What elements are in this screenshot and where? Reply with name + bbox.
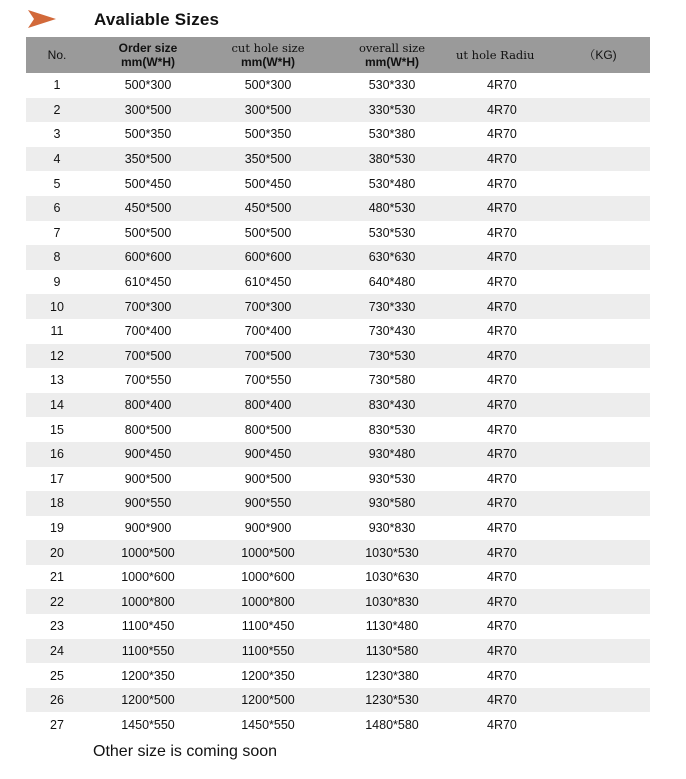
header-cut-hole-size <box>208 37 328 73</box>
row-no-cell: 15 <box>50 422 64 437</box>
row-no-cell: 23 <box>50 619 64 634</box>
row-no-cell: 12 <box>50 348 64 363</box>
row-no-cell: 27 <box>50 717 64 732</box>
weight-kg-cell <box>550 516 650 541</box>
header-cut-hole-size-label: cut hole size <box>231 41 305 55</box>
order-size-cell: 1200*350 <box>121 668 175 683</box>
table-row <box>26 221 650 246</box>
cut-hole-size-cell: 700*500 <box>244 348 292 363</box>
row-no-cell: 5 <box>53 176 61 191</box>
order-size-cell: 500*300 <box>124 78 172 93</box>
overall-size-cell: 830*530 <box>368 422 416 437</box>
order-size-cell: 900*450 <box>124 447 172 462</box>
cut-hole-radius-cell: 4R70 <box>487 201 517 216</box>
row-no-cell: 1 <box>53 78 61 93</box>
table-row <box>26 467 650 492</box>
header-order-size-unit: mm(W*H) <box>121 55 175 69</box>
cut-hole-radius-cell: 4R70 <box>487 299 517 314</box>
overall-size-cell: 380*530 <box>368 152 416 167</box>
table-row <box>26 393 650 418</box>
cut-hole-radius-cell: 4R70 <box>487 250 517 265</box>
order-size-cell: 900*500 <box>124 471 172 486</box>
order-size-cell: 1000*500 <box>121 545 175 560</box>
cut-hole-size-cell: 450*500 <box>244 201 292 216</box>
cut-hole-radius-cell: 4R70 <box>487 176 517 191</box>
weight-kg-cell <box>550 368 650 393</box>
cut-hole-radius-cell: 4R70 <box>487 643 517 658</box>
header-overall-size <box>328 37 456 73</box>
table-row <box>26 589 650 614</box>
header-order-size-label: Order size <box>118 41 178 55</box>
cut-hole-size-cell: 1000*500 <box>241 545 295 560</box>
cut-hole-radius-cell: 4R70 <box>487 422 517 437</box>
overall-size-cell: 640*480 <box>368 275 416 290</box>
overall-size-cell: 930*530 <box>368 471 416 486</box>
cut-hole-radius-cell: 4R70 <box>487 471 517 486</box>
cut-hole-radius-cell: 4R70 <box>487 225 517 240</box>
overall-size-cell: 1230*530 <box>365 693 419 708</box>
table-row <box>26 122 650 147</box>
overall-size-cell: 530*380 <box>368 127 416 142</box>
overall-size-cell: 730*430 <box>368 324 416 339</box>
cut-hole-radius-cell: 4R70 <box>487 594 517 609</box>
weight-kg-cell <box>550 442 650 467</box>
order-size-cell: 1450*550 <box>121 717 175 732</box>
overall-size-cell: 730*530 <box>368 348 416 363</box>
cut-hole-size-cell: 1000*800 <box>241 594 295 609</box>
row-no-cell: 10 <box>50 299 64 314</box>
cut-hole-size-cell: 610*450 <box>244 275 292 290</box>
weight-kg-cell <box>550 688 650 713</box>
table-row <box>26 663 650 688</box>
cut-hole-size-cell: 700*300 <box>244 299 292 314</box>
overall-size-cell: 630*630 <box>368 250 416 265</box>
overall-size-cell: 1030*830 <box>365 594 419 609</box>
row-no-cell: 22 <box>50 594 64 609</box>
cut-hole-radius-cell: 4R70 <box>487 102 517 117</box>
row-no-cell: 3 <box>53 127 61 142</box>
cut-hole-size-cell: 600*600 <box>244 250 292 265</box>
weight-kg-cell <box>550 614 650 639</box>
section-title: Avaliable Sizes <box>94 10 220 29</box>
overall-size-cell: 530*330 <box>368 78 416 93</box>
row-no-cell: 13 <box>50 373 64 388</box>
overall-size-cell: 480*530 <box>368 201 416 216</box>
table-row <box>26 270 650 295</box>
table-row <box>26 516 650 541</box>
overall-size-cell: 830*430 <box>368 398 416 413</box>
table-row <box>26 491 650 516</box>
weight-kg-cell <box>550 663 650 688</box>
table-body <box>26 73 650 737</box>
overall-size-cell: 530*530 <box>368 225 416 240</box>
overall-size-cell: 930*580 <box>368 496 416 511</box>
order-size-cell: 700*500 <box>124 348 172 363</box>
cut-hole-radius-cell: 4R70 <box>487 78 517 93</box>
overall-size-cell: 1030*630 <box>365 570 419 585</box>
order-size-cell: 700*300 <box>124 299 172 314</box>
row-no-cell: 24 <box>50 643 64 658</box>
cut-hole-size-cell: 500*450 <box>244 176 292 191</box>
cut-hole-size-cell: 700*400 <box>244 324 292 339</box>
order-size-cell: 1100*450 <box>121 619 175 634</box>
sizes-table <box>26 37 650 737</box>
cut-hole-size-cell: 350*500 <box>244 152 292 167</box>
weight-kg-cell <box>550 171 650 196</box>
overall-size-cell: 930*480 <box>368 447 416 462</box>
cut-hole-size-cell: 900*450 <box>244 447 292 462</box>
footer-note: Other size is coming soon <box>93 743 278 760</box>
table-row <box>26 540 650 565</box>
row-no-cell: 19 <box>50 520 64 535</box>
arrow-icon <box>28 10 56 28</box>
weight-kg-cell <box>550 245 650 270</box>
cut-hole-size-cell: 800*500 <box>244 422 292 437</box>
row-no-cell: 17 <box>50 471 64 486</box>
row-no-cell: 4 <box>53 152 61 167</box>
cut-hole-radius-cell: 4R70 <box>487 619 517 634</box>
weight-kg-cell <box>550 393 650 418</box>
cut-hole-size-cell: 500*500 <box>244 225 292 240</box>
cut-hole-radius-cell: 4R70 <box>487 717 517 732</box>
order-size-cell: 450*500 <box>124 201 172 216</box>
cut-hole-size-cell: 1200*350 <box>241 668 295 683</box>
row-no-cell: 2 <box>53 102 61 117</box>
row-no-cell: 9 <box>53 275 61 290</box>
cut-hole-radius-cell: 4R70 <box>487 324 517 339</box>
overall-size-cell: 330*530 <box>368 102 416 117</box>
cut-hole-radius-cell: 4R70 <box>487 275 517 290</box>
header-order-size <box>88 37 208 73</box>
cut-hole-size-cell: 700*550 <box>244 373 292 388</box>
row-no-cell: 7 <box>53 225 61 240</box>
header-overall-size-unit: mm(W*H) <box>365 55 419 69</box>
header-kg: （KG) <box>583 48 617 62</box>
weight-kg-cell <box>550 639 650 664</box>
row-no-cell: 21 <box>50 570 64 585</box>
weight-kg-cell <box>550 417 650 442</box>
weight-kg-cell <box>550 196 650 221</box>
row-no-cell: 16 <box>50 447 64 462</box>
row-no-cell: 8 <box>53 250 61 265</box>
cut-hole-radius-cell: 4R70 <box>487 496 517 511</box>
table-row <box>26 639 650 664</box>
cut-hole-size-cell: 1200*500 <box>241 693 295 708</box>
cut-hole-radius-cell: 4R70 <box>487 545 517 560</box>
weight-kg-cell <box>550 294 650 319</box>
weight-kg-cell <box>550 589 650 614</box>
header-cut-hole-size-unit: mm(W*H) <box>241 55 295 69</box>
order-size-cell: 800*500 <box>124 422 172 437</box>
overall-size-cell: 1130*480 <box>365 619 419 634</box>
row-no-cell: 25 <box>50 668 64 683</box>
cut-hole-radius-cell: 4R70 <box>487 348 517 363</box>
weight-kg-cell <box>550 467 650 492</box>
cut-hole-radius-cell: 4R70 <box>487 373 517 388</box>
table-row <box>26 688 650 713</box>
overall-size-cell: 730*580 <box>368 373 416 388</box>
table-row <box>26 294 650 319</box>
cut-hole-radius-cell: 4R70 <box>487 152 517 167</box>
table-row <box>26 319 650 344</box>
table-row <box>26 344 650 369</box>
weight-kg-cell <box>550 221 650 246</box>
row-no-cell: 14 <box>50 398 64 413</box>
cut-hole-size-cell: 1000*600 <box>241 570 295 585</box>
table-row <box>26 614 650 639</box>
weight-kg-cell <box>550 712 650 737</box>
cut-hole-radius-cell: 4R70 <box>487 693 517 708</box>
cut-hole-size-cell: 800*400 <box>244 398 292 413</box>
order-size-cell: 600*600 <box>124 250 172 265</box>
weight-kg-cell <box>550 319 650 344</box>
order-size-cell: 300*500 <box>124 102 172 117</box>
weight-kg-cell <box>550 344 650 369</box>
weight-kg-cell <box>550 270 650 295</box>
table-row <box>26 196 650 221</box>
order-size-cell: 610*450 <box>124 275 172 290</box>
weight-kg-cell <box>550 98 650 123</box>
cut-hole-size-cell: 300*500 <box>244 102 292 117</box>
order-size-cell: 500*500 <box>124 225 172 240</box>
cut-hole-size-cell: 1100*450 <box>241 619 295 634</box>
table-row <box>26 98 650 123</box>
order-size-cell: 1000*800 <box>121 594 175 609</box>
table-row <box>26 565 650 590</box>
weight-kg-cell <box>550 491 650 516</box>
cut-hole-radius-cell: 4R70 <box>487 127 517 142</box>
header-overall-size-label: overall size <box>358 41 426 55</box>
cut-hole-radius-cell: 4R70 <box>487 570 517 585</box>
table-row <box>26 171 650 196</box>
order-size-cell: 700*400 <box>124 324 172 339</box>
overall-size-cell: 1230*380 <box>365 668 419 683</box>
row-no-cell: 11 <box>50 324 64 339</box>
overall-size-cell: 1480*580 <box>365 717 419 732</box>
weight-kg-cell <box>550 540 650 565</box>
overall-size-cell: 930*830 <box>368 520 416 535</box>
table-row <box>26 442 650 467</box>
weight-kg-cell <box>550 122 650 147</box>
order-size-cell: 350*500 <box>124 152 172 167</box>
overall-size-cell: 730*330 <box>368 299 416 314</box>
weight-kg-cell <box>550 147 650 172</box>
order-size-cell: 900*550 <box>124 496 172 511</box>
cut-hole-size-cell: 900*550 <box>244 496 292 511</box>
table-row <box>26 712 650 737</box>
order-size-cell: 500*350 <box>124 127 172 142</box>
table-row <box>26 368 650 393</box>
table-header-row <box>26 37 650 73</box>
order-size-cell: 1000*600 <box>121 570 175 585</box>
table-row <box>26 245 650 270</box>
table-row <box>26 417 650 442</box>
order-size-cell: 700*550 <box>124 373 172 388</box>
order-size-cell: 1200*500 <box>121 693 175 708</box>
cut-hole-size-cell: 900*500 <box>244 471 292 486</box>
row-no-cell: 6 <box>53 201 61 216</box>
header-cut-hole-radius: ut hole Radiu <box>456 48 535 62</box>
header-no: No. <box>47 48 67 62</box>
cut-hole-size-cell: 1100*550 <box>241 643 295 658</box>
order-size-cell: 1100*550 <box>121 643 175 658</box>
overall-size-cell: 530*480 <box>368 176 416 191</box>
row-no-cell: 20 <box>50 545 64 560</box>
weight-kg-cell <box>550 73 650 98</box>
cut-hole-size-cell: 900*900 <box>244 520 292 535</box>
overall-size-cell: 1030*530 <box>365 545 419 560</box>
cut-hole-radius-cell: 4R70 <box>487 398 517 413</box>
order-size-cell: 500*450 <box>124 176 172 191</box>
order-size-cell: 900*900 <box>124 520 172 535</box>
weight-kg-cell <box>550 565 650 590</box>
order-size-cell: 800*400 <box>124 398 172 413</box>
cut-hole-radius-cell: 4R70 <box>487 520 517 535</box>
cut-hole-size-cell: 500*350 <box>244 127 292 142</box>
overall-size-cell: 1130*580 <box>365 643 419 658</box>
row-no-cell: 26 <box>50 693 64 708</box>
cut-hole-size-cell: 1450*550 <box>241 717 295 732</box>
table-row <box>26 73 650 98</box>
cut-hole-radius-cell: 4R70 <box>487 668 517 683</box>
row-no-cell: 18 <box>50 496 64 511</box>
cut-hole-size-cell: 500*300 <box>244 78 292 93</box>
cut-hole-radius-cell: 4R70 <box>487 447 517 462</box>
table-row <box>26 147 650 172</box>
